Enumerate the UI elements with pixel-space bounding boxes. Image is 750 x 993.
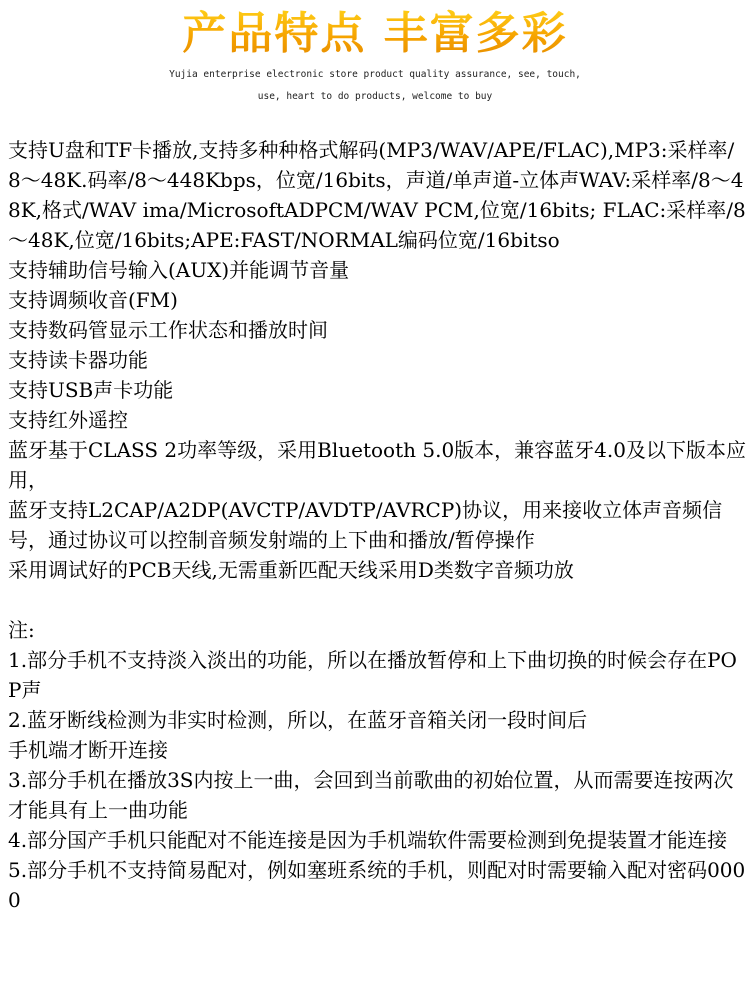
subtitle-line-1: Yujia enterprise electronic store product quality assurance, see, touch, — [169, 69, 581, 80]
notes-heading: 注: — [8, 618, 35, 642]
note-item: 2.蓝牙断线检测为非实时检测，所以，在蓝牙音箱关闭一段时间后 手机端才断开连接 — [8, 708, 588, 762]
feature-item: 支持数码管显示工作状态和播放时间 — [8, 318, 328, 342]
content-body — [8, 135, 746, 915]
note-item: 1.部分手机不支持淡入淡出的功能，所以在播放暂停和上下曲切换的时候会存在POP声 — [8, 648, 737, 702]
header — [0, 0, 750, 120]
feature-item: 支持调频收音(FM) — [8, 288, 178, 312]
feature-item: 支持USB声卡功能 — [8, 378, 174, 402]
feature-item: 采用调试好的PCB天线,无需重新匹配天线采用D类数字音频功放 — [8, 558, 574, 582]
note-item: 3.部分手机在播放3S内按上一曲，会回到当前歌曲的初始位置，从而需要连按两次才能具有上一曲功能 — [8, 768, 734, 822]
feature-item: 支持红外遥控 — [8, 408, 128, 432]
subtitle-line-2: use, heart to do products, welcome to buy — [257, 91, 493, 102]
feature-item: 支持读卡器功能 — [8, 348, 148, 372]
note-item: 5.部分手机不支持简易配对，例如塞班系统的手机，则配对时需要输入配对密码0000 — [8, 858, 746, 912]
feature-item: 支持辅助信号输入(AUX)并能调节音量 — [8, 258, 350, 282]
note-item: 4.部分国产手机只能配对不能连接是因为手机端软件需要检测到免提装置才能连接 — [8, 828, 728, 852]
feature-item: 支持U盘和TF卡播放,支持多种种格式解码(MP3/WAV/APE/FLAC),MP3:采样率/8～48K.码率/8～448Kbps，位宽/16bits，声道/单声道-立体声WAV:采样率/8～48K,格式/WAV ima/MicrosoftADPCM/WAV PCM,位宽/16bits; FLAC:采样率/8～48K,位宽/16bits;APE:FAST/NORMAL编码位宽/16bitso — [8, 138, 746, 252]
feature-item: 蓝牙支持L2CAP/A2DP(AVCTP/AVDTP/AVRCP)协议，用来接收立体声音频信号，通过协议可以控制音频发射端的上下曲和播放/暂停操作 — [8, 498, 723, 552]
section-spacer — [8, 585, 746, 615]
feature-item: 蓝牙基于CLASS 2功率等级，采用Bluetooth 5.0版本，兼容蓝牙4.0及以下版本应用， — [8, 438, 746, 492]
page-title: 产品特点 丰富多彩 — [0, 6, 750, 62]
